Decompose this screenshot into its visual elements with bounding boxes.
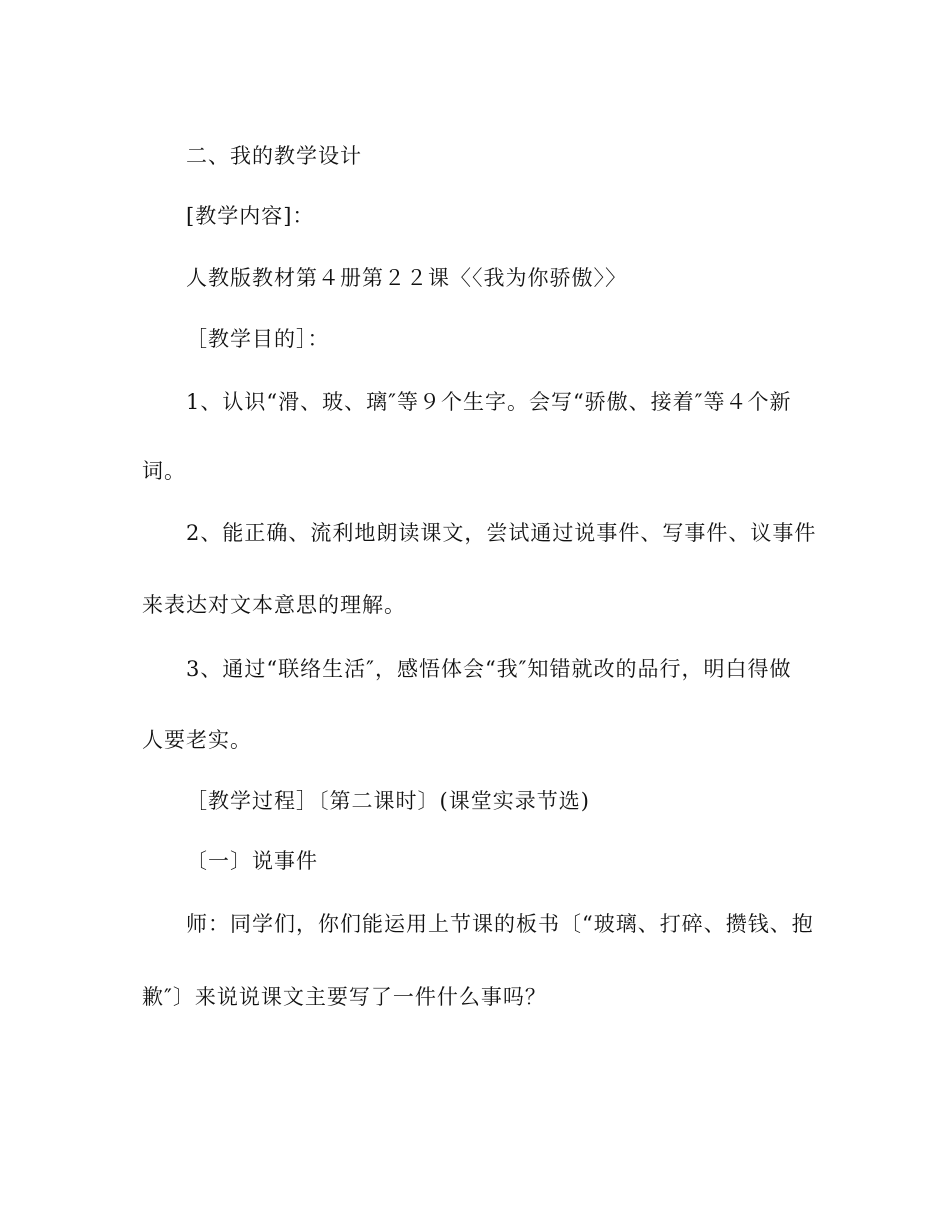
goal-3-line-2: 人要老实。: [142, 728, 252, 752]
goal-1-line-2: 词。: [142, 459, 186, 483]
step-1-heading: 〔一〕说事件: [186, 849, 318, 873]
teacher-question-line-1: 师：同学们，你们能运用上节课的板书〔“玻璃、打碎、攒钱、抱: [186, 912, 814, 936]
goal-3-line-1: 3、通过“联络生活″，感悟体会“我″知错就改的品行，明白得做: [186, 657, 792, 681]
teaching-goal-label: ［教学目的］：: [186, 327, 330, 351]
teaching-content-text: 人教版教材第４册第２２课〈〈我为你骄傲〉〉: [186, 266, 627, 290]
goal-2-line-2: 来表达对文本意思的理解。: [142, 593, 406, 617]
section-heading: 二、我的教学设计: [186, 144, 362, 168]
goal-2-line-1: 2、能正确、流利地朗读课文，尝试通过说事件、写事件、议事件: [186, 521, 817, 545]
teaching-content-label: [教学内容]：: [186, 204, 315, 228]
teacher-question-line-2: 歉″〕来说说课文主要写了一件什么事吗？: [142, 985, 547, 1009]
goal-1-line-1: 1、认识“滑、玻、璃″等９个生字。会写“骄傲、接着″等４个新: [186, 390, 792, 414]
teaching-process-label: ［教学过程］〔第二课时〕(课堂实录节选): [186, 789, 590, 813]
